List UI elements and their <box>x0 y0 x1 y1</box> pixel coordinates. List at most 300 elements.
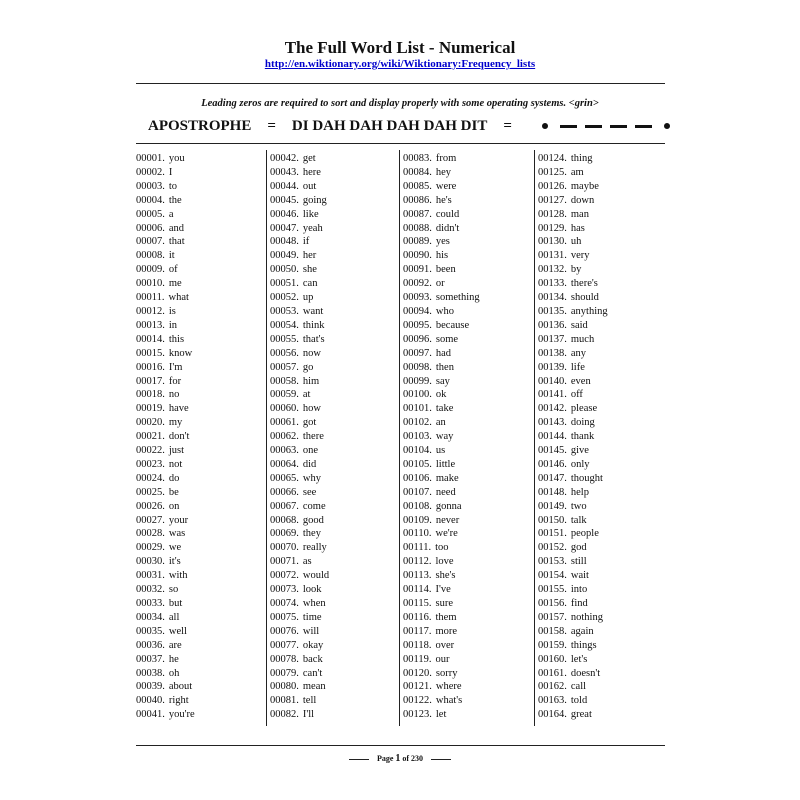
entry-word: man <box>570 208 589 220</box>
entry-word: into <box>570 584 588 596</box>
list-item <box>270 375 329 389</box>
entry-number: 00120. <box>403 667 432 679</box>
entry-word: doing <box>570 417 595 429</box>
entry-number: 00128. <box>538 208 567 220</box>
entry-word: life <box>570 361 585 373</box>
list-item <box>136 208 195 222</box>
entry-number: 00110. <box>403 528 432 540</box>
entry-number: 00068. <box>270 514 299 526</box>
entry-number: 00014. <box>136 333 165 345</box>
list-item <box>136 166 195 180</box>
entry-word: your <box>168 514 189 526</box>
list-item <box>136 305 195 319</box>
entry-number: 00060. <box>270 403 299 415</box>
list-item <box>538 472 608 486</box>
entry-word: a <box>168 208 174 220</box>
entry-number: 00084. <box>403 166 432 178</box>
entry-number: 00133. <box>538 278 567 290</box>
entry-word: going <box>302 194 327 206</box>
list-item <box>136 639 195 653</box>
list-item <box>136 541 195 555</box>
morse-spelled: DI DAH DAH DAH DAH DIT <box>291 117 488 134</box>
entry-number: 00154. <box>538 570 567 582</box>
list-item <box>136 388 195 402</box>
list-item <box>538 597 608 611</box>
entry-number: 00039. <box>136 681 165 693</box>
entry-number: 00097. <box>403 347 432 359</box>
entry-number: 00103. <box>403 431 432 443</box>
entry-number: 00091. <box>403 264 432 276</box>
entry-word: thing <box>570 153 593 164</box>
entry-word: now <box>302 347 321 359</box>
entry-number: 00119. <box>403 653 432 665</box>
entry-number: 00157. <box>538 611 567 623</box>
entry-number: 00123. <box>403 709 432 721</box>
list-item <box>538 583 608 597</box>
page-title: The Full Word List - Numerical <box>284 38 516 57</box>
entry-word: you <box>168 153 185 164</box>
entry-word: maybe <box>570 180 599 192</box>
entry-number: 00035. <box>136 625 165 637</box>
entry-number: 00143. <box>538 417 567 429</box>
entry-number: 00101. <box>403 403 432 415</box>
list-item <box>538 208 608 222</box>
list-item <box>538 194 608 208</box>
list-item <box>136 555 195 569</box>
entry-number: 00002. <box>136 166 165 178</box>
entry-number: 00052. <box>270 292 299 304</box>
list-item <box>538 388 608 402</box>
entry-word: told <box>570 695 588 707</box>
list-item <box>136 653 195 667</box>
column-divider <box>399 150 400 726</box>
list-item <box>403 263 480 277</box>
entry-number: 00087. <box>403 208 432 220</box>
entry-word: wait <box>570 570 589 582</box>
entry-number: 00098. <box>403 361 432 373</box>
list-item <box>136 361 195 375</box>
list-item <box>538 680 608 694</box>
entry-word: I <box>168 166 173 178</box>
entry-number: 00029. <box>136 542 165 554</box>
list-item <box>136 680 195 694</box>
list-item <box>270 388 329 402</box>
entry-word: right <box>168 695 189 707</box>
list-item <box>136 263 195 277</box>
list-item <box>136 222 195 236</box>
entry-word: help <box>570 486 589 498</box>
list-item <box>270 166 329 180</box>
list-item <box>136 486 195 500</box>
list-item <box>136 291 195 305</box>
list-item <box>538 444 608 458</box>
entry-number: 00112. <box>403 556 432 568</box>
entry-number: 00021. <box>136 431 165 443</box>
entry-number: 00113. <box>403 570 432 582</box>
entry-word: something <box>435 292 480 304</box>
entry-word: the <box>168 194 182 206</box>
entry-word: had <box>435 347 452 359</box>
list-item <box>136 444 195 458</box>
source-link[interactable]: http://en.wiktionary.org/wiki/Wiktionary:Frequency_lists <box>264 58 536 70</box>
entry-word: up <box>302 292 314 304</box>
list-item <box>136 152 195 166</box>
list-item <box>270 555 329 569</box>
word-column-1 <box>136 152 195 722</box>
entry-word: take <box>435 403 454 415</box>
of-label: of <box>402 754 410 763</box>
entry-word: on <box>168 500 180 512</box>
entry-number: 00131. <box>538 250 567 262</box>
entry-word: it's <box>168 556 181 568</box>
entry-number: 00152. <box>538 542 567 554</box>
entry-number: 00062. <box>270 431 299 443</box>
entry-word: why <box>302 472 321 484</box>
list-item <box>538 667 608 681</box>
entry-number: 00073. <box>270 584 299 596</box>
entry-word: was <box>168 528 186 540</box>
list-item <box>136 514 195 528</box>
list-item <box>538 166 608 180</box>
list-item <box>403 277 480 291</box>
entry-word: give <box>570 445 589 457</box>
entry-number: 00063. <box>270 445 299 457</box>
entry-word: any <box>570 347 587 359</box>
entry-number: 00161. <box>538 667 567 679</box>
entry-number: 00003. <box>136 180 165 192</box>
entry-word: nothing <box>570 611 603 623</box>
entry-number: 00070. <box>270 542 299 554</box>
entry-number: 00069. <box>270 528 299 540</box>
list-item <box>136 235 195 249</box>
list-item <box>538 319 608 333</box>
morse-symbols <box>534 123 678 129</box>
entry-word: has <box>570 222 585 234</box>
entry-word: hey <box>435 166 452 178</box>
entry-number: 00022. <box>136 445 165 457</box>
entry-word: love <box>435 556 454 568</box>
entry-number: 00135. <box>538 305 567 317</box>
list-item <box>136 194 195 208</box>
entry-word: thank <box>570 431 595 443</box>
word-column-3 <box>403 152 480 722</box>
list-item <box>136 416 195 430</box>
entry-number: 00032. <box>136 584 165 596</box>
entry-number: 00019. <box>136 403 165 415</box>
entry-number: 00126. <box>538 180 567 192</box>
entry-number: 00025. <box>136 486 165 498</box>
entry-number: 00158. <box>538 625 567 637</box>
entry-number: 00106. <box>403 472 432 484</box>
list-item <box>403 611 480 625</box>
entry-word: should <box>570 292 599 304</box>
entry-word: at <box>302 389 311 401</box>
list-item <box>538 291 608 305</box>
entry-word: sorry <box>435 667 458 679</box>
entry-word: yeah <box>302 222 323 234</box>
entry-number: 00058. <box>270 375 299 387</box>
entry-word: she's <box>435 570 456 582</box>
list-item <box>403 291 480 305</box>
entry-number: 00005. <box>136 208 165 220</box>
entry-number: 00024. <box>136 472 165 484</box>
list-item <box>403 639 480 653</box>
entry-number: 00048. <box>270 236 299 248</box>
entry-word: talk <box>570 514 587 526</box>
page-footer <box>0 753 800 764</box>
entry-word: can <box>302 278 318 290</box>
entry-number: 00117. <box>403 625 432 637</box>
list-item <box>136 333 195 347</box>
entry-word: of <box>168 264 178 276</box>
list-item <box>270 708 329 722</box>
entry-word: this <box>168 333 185 345</box>
entry-word: here <box>302 166 321 178</box>
entry-word: see <box>302 486 317 498</box>
entry-word: oh <box>168 667 180 679</box>
entry-number: 00089. <box>403 236 432 248</box>
morse-dash-icon <box>635 125 652 128</box>
list-item <box>403 152 480 166</box>
list-item <box>403 416 480 430</box>
list-item <box>538 333 608 347</box>
entry-word: still <box>570 556 587 568</box>
entry-word: they <box>302 528 321 540</box>
entry-number: 00088. <box>403 222 432 234</box>
entry-number: 00145. <box>538 445 567 457</box>
entry-word: tell <box>302 695 317 707</box>
entry-word: know <box>168 347 193 359</box>
entry-word: let's <box>570 653 588 665</box>
entry-number: 00061. <box>270 417 299 429</box>
entry-number: 00149. <box>538 500 567 512</box>
list-item <box>136 402 195 416</box>
entry-word: much <box>570 333 595 345</box>
list-item <box>136 667 195 681</box>
entry-number: 00020. <box>136 417 165 429</box>
list-item <box>270 361 329 375</box>
list-item <box>538 430 608 444</box>
entry-number: 00134. <box>538 292 567 304</box>
leading-zeros-note: Leading zeros are required to sort and display properly with some operating systems. <grin> <box>201 98 599 109</box>
entry-number: 00049. <box>270 250 299 262</box>
list-item <box>270 347 329 361</box>
entry-word: some <box>435 333 459 345</box>
entry-number: 00118. <box>403 639 432 651</box>
entry-number: 00155. <box>538 584 567 596</box>
entry-word: didn't <box>435 222 460 234</box>
entry-word: we're <box>435 528 458 540</box>
entry-number: 00156. <box>538 598 567 609</box>
morse-equals-1: = <box>267 117 276 134</box>
entry-word: don't <box>168 431 190 443</box>
list-item <box>538 416 608 430</box>
list-item <box>136 625 195 639</box>
list-item <box>538 180 608 194</box>
entry-word: that's <box>302 333 325 345</box>
list-item <box>538 263 608 277</box>
entry-word: only <box>570 458 590 470</box>
entry-number: 00095. <box>403 319 432 331</box>
list-item <box>538 277 608 291</box>
footer-rule <box>136 745 665 746</box>
morse-dot-icon <box>542 123 548 129</box>
list-item <box>403 430 480 444</box>
list-item <box>270 263 329 277</box>
entry-word: when <box>302 598 326 609</box>
entry-word: our <box>435 653 450 665</box>
entry-number: 00111. <box>403 542 432 554</box>
entry-number: 00036. <box>136 639 165 651</box>
entry-number: 00023. <box>136 458 165 470</box>
list-item <box>270 639 329 653</box>
entry-number: 00144. <box>538 431 567 443</box>
word-column-4 <box>538 152 608 722</box>
morse-dot-icon <box>664 123 670 129</box>
list-item <box>403 527 480 541</box>
entry-word: he's <box>435 194 452 206</box>
entry-word: way <box>435 431 454 443</box>
entry-word: an <box>435 417 446 429</box>
list-item <box>538 611 608 625</box>
entry-number: 00067. <box>270 500 299 512</box>
entry-number: 00076. <box>270 625 299 637</box>
entry-number: 00162. <box>538 681 567 693</box>
list-item <box>270 625 329 639</box>
list-item <box>403 166 480 180</box>
entry-number: 00082. <box>270 709 299 721</box>
list-item <box>270 653 329 667</box>
entry-number: 00037. <box>136 653 165 665</box>
morse-dash-icon <box>610 125 627 128</box>
entry-word: go <box>302 361 314 373</box>
list-item <box>403 597 480 611</box>
entry-word: doesn't <box>570 667 601 679</box>
entry-word: can't <box>302 667 323 679</box>
morse-equals-2: = <box>503 117 512 134</box>
entry-word: that <box>168 236 185 248</box>
entry-word: do <box>168 472 180 484</box>
entry-number: 00064. <box>270 458 299 470</box>
list-item <box>136 180 195 194</box>
entry-word: gonna <box>435 500 462 512</box>
entry-number: 00159. <box>538 639 567 651</box>
entry-word: come <box>302 500 326 512</box>
entry-word: where <box>435 681 462 693</box>
list-item <box>270 277 329 291</box>
entry-word: it <box>168 250 175 262</box>
entry-word: said <box>570 319 588 331</box>
entry-word: make <box>435 472 459 484</box>
list-item <box>270 180 329 194</box>
entry-word: all <box>168 611 180 623</box>
entry-word: with <box>168 570 188 582</box>
entry-word: really <box>302 542 327 554</box>
list-item <box>136 527 195 541</box>
list-item <box>403 333 480 347</box>
entry-number: 00083. <box>403 153 432 164</box>
entry-word: call <box>570 681 587 693</box>
entry-word: I'm <box>168 361 183 373</box>
entry-number: 00080. <box>270 681 299 693</box>
entry-number: 00163. <box>538 695 567 707</box>
list-item <box>538 361 608 375</box>
morse-rule <box>136 143 665 144</box>
header-rule <box>136 83 665 84</box>
entry-number: 00078. <box>270 653 299 665</box>
entry-number: 00127. <box>538 194 567 206</box>
entry-number: 00046. <box>270 208 299 220</box>
list-item <box>403 208 480 222</box>
entry-word: as <box>302 556 312 568</box>
list-item <box>538 625 608 639</box>
entry-number: 00031. <box>136 570 165 582</box>
entry-word: god <box>570 542 587 554</box>
entry-number: 00026. <box>136 500 165 512</box>
entry-word: no <box>168 389 180 401</box>
entry-number: 00151. <box>538 528 567 540</box>
entry-number: 00001. <box>136 153 165 164</box>
entry-word: look <box>302 584 322 596</box>
entry-number: 00017. <box>136 375 165 387</box>
entry-number: 00115. <box>403 598 432 609</box>
entry-word: too <box>435 542 449 554</box>
entry-word: like <box>302 208 319 220</box>
list-item <box>136 430 195 444</box>
entry-word: ok <box>435 389 447 401</box>
entry-word: have <box>168 403 189 415</box>
list-item <box>538 541 608 555</box>
entry-number: 00071. <box>270 556 299 568</box>
entry-number: 00107. <box>403 486 432 498</box>
footer-line-right <box>431 759 451 760</box>
entry-number: 00093. <box>403 292 432 304</box>
entry-word: his <box>435 250 449 262</box>
list-item <box>403 472 480 486</box>
list-item <box>136 472 195 486</box>
list-item <box>403 249 480 263</box>
list-item <box>270 541 329 555</box>
list-item <box>538 694 608 708</box>
entry-number: 00132. <box>538 264 567 276</box>
entry-word: we <box>168 542 182 554</box>
entry-word: mean <box>302 681 326 693</box>
list-item <box>538 305 608 319</box>
entry-word: for <box>168 375 182 387</box>
entry-number: 00055. <box>270 333 299 345</box>
entry-number: 00004. <box>136 194 165 206</box>
entry-number: 00057. <box>270 361 299 373</box>
list-item <box>538 653 608 667</box>
entry-number: 00090. <box>403 250 432 262</box>
list-item <box>136 277 195 291</box>
entry-word: find <box>570 598 588 609</box>
list-item <box>403 444 480 458</box>
list-item <box>538 486 608 500</box>
entry-word: by <box>570 264 582 276</box>
entry-number: 00010. <box>136 278 165 290</box>
entry-number: 00011. <box>136 292 165 304</box>
entry-number: 00137. <box>538 333 567 345</box>
list-item <box>403 361 480 375</box>
entry-number: 00116. <box>403 611 432 623</box>
entry-word: over <box>435 639 455 651</box>
entry-number: 00139. <box>538 361 567 373</box>
entry-number: 00086. <box>403 194 432 206</box>
page-number: 1 <box>395 753 401 764</box>
list-item <box>403 569 480 583</box>
list-item <box>270 694 329 708</box>
